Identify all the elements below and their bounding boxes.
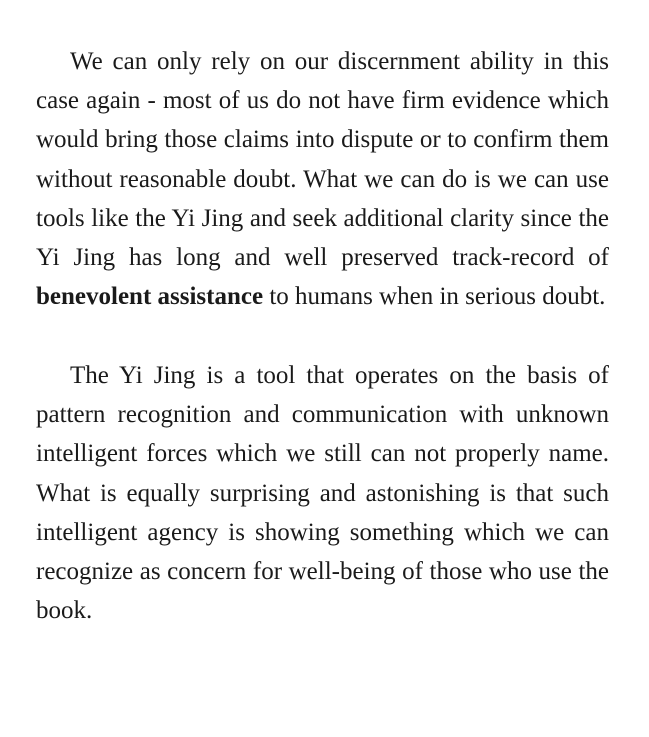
document-page bbox=[36, 42, 609, 630]
paragraph-1-text: We can only rely on our discernment ability in this case again - most of us do not have firm evidence which would bring those claims into dispute or to confirm them without reasonable doubt. What we can do is we can use tools like the Yi Jing and seek additional clarity since the Yi Jing has long and well preserved track-record of bbox=[36, 48, 609, 272]
bold-phrase: benevolent assistance bbox=[36, 283, 264, 311]
paragraph-1-tail: to humans when in serious doubt. bbox=[263, 283, 606, 311]
paragraph-2: The Yi Jing is a tool that operates on the basis of pattern recognition and communication with unknown intelligent forces which we still can not properly name. What is equally surprising and astonishing is that such intelligent agency is showing something which we can recognize as concern for well-being of those who use the book. bbox=[36, 361, 609, 625]
paragraph-1 bbox=[36, 42, 609, 316]
